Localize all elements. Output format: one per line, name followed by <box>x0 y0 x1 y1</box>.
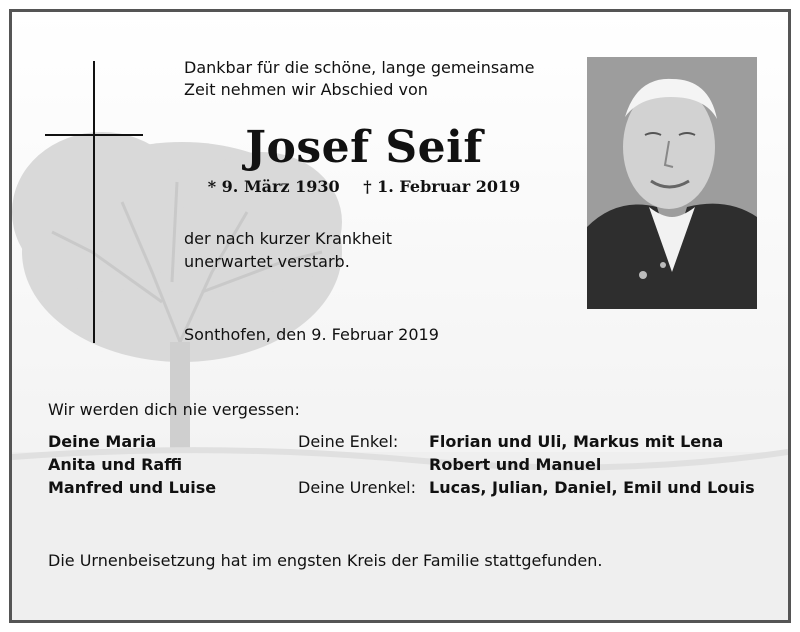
christian-cross-icon <box>93 61 95 343</box>
intro-line: Dankbar für die schöne, lange gemeinsame <box>184 58 535 77</box>
great-grandchildren-names: Lucas, Julian, Daniel, Emil und Louis <box>429 478 755 497</box>
death-description <box>184 227 392 273</box>
description-line: der nach kurzer Krankheit <box>184 229 393 248</box>
grandchildren-names: Robert und Manuel <box>429 455 602 474</box>
deceased-name: Josef Seif <box>245 122 483 173</box>
portrait-photo <box>587 57 757 309</box>
family-member: Anita und Raffi <box>48 455 183 474</box>
grandchildren-names: Florian und Uli, Markus mit Lena <box>429 432 724 451</box>
death-date: † 1. Februar 2019 <box>363 177 521 196</box>
grandchildren-label: Deine Enkel: <box>298 432 399 451</box>
birth-date: * 9. März 1930 <box>207 177 340 196</box>
relation-names <box>429 430 755 499</box>
intro-line: Zeit nehmen wir Abschied von <box>184 80 428 99</box>
life-dates <box>184 177 544 196</box>
family-list <box>48 430 216 499</box>
family-member: Deine Maria <box>48 432 157 451</box>
description-line: unerwartet verstarb. <box>184 252 350 271</box>
christian-cross-icon-bar <box>45 134 143 136</box>
family-member: Manfred und Luise <box>48 478 217 497</box>
great-grandchildren-label: Deine Urenkel: <box>298 478 416 497</box>
place-and-date: Sonthofen, den 9. Februar 2019 <box>184 325 439 344</box>
burial-note: Die Urnenbeisetzung hat im engsten Kreis der Familie stattgefunden. <box>48 551 603 570</box>
mourners-heading: Wir werden dich nie vergessen: <box>48 400 300 419</box>
relation-labels <box>298 430 416 499</box>
intro-text <box>184 57 534 101</box>
obituary-notice <box>9 9 791 623</box>
